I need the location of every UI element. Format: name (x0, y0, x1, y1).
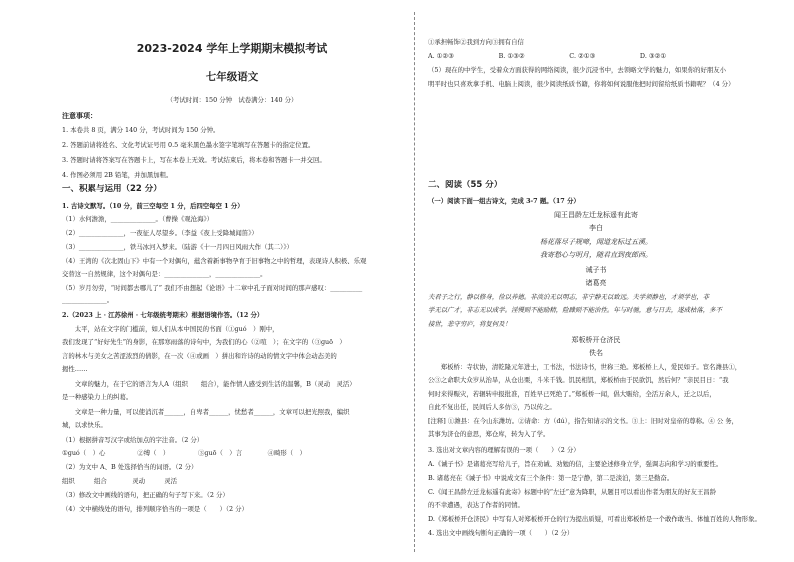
essay-line: 夫君子之行，静以修身，俭以养德。非淡泊无以明志，非宁静无以致远。夫学须静也，才须学也，非 (428, 293, 710, 301)
choice-items: ①承担畅饰②我到方向③拥有自信 (428, 38, 524, 46)
answer-option: B. 诸葛亮在《诫子书》中说成文有三个条件：第一是宁静，第二是淡泊，第三是勤奋。 (428, 474, 674, 482)
passage-line: 言的林木与美女之苦涩浓烈的倩影，在一次（④或画 ）拼出和许诗的动的情文字中体会动态美的 (62, 352, 337, 360)
prose-author: 佚名 (589, 349, 603, 357)
poem-author: 李白 (589, 224, 603, 232)
question-line: （5）现在的中学生，受着众方面获得的网络阅读，很少沉浸书中，去领略文学的魅力，如果你的好朋友小 (428, 66, 727, 74)
notice-line: 1. 本卷共 8 页，满分 140 分，考试时间为 150 分钟。 (62, 126, 220, 134)
sub-question: （4）文中横线处的语句，排列顺序恰当的一项是（ ）（2 分） (62, 505, 248, 513)
section-title: 一、积累与运用（22 分） (62, 184, 162, 194)
essay-author: 诸葛亮 (585, 279, 607, 287)
prose-line: 何时来得赈灾，若辗转申报批准，百姓早已死绝了。”郑板桥一闻，倡大赈给，全活万余人，迁之以后， (428, 390, 716, 398)
answer-options: A. ①②③ B. ①③② C. ②①③ D. ③②① (428, 52, 667, 60)
prose-note: 其事为济仓的意思，郑仓库，转为入了学。 (428, 430, 550, 438)
passage-line: 城，以求快乐。 (62, 421, 107, 429)
question-line: （1）水何澹澹，______________。（曹操《观沧海》） (62, 215, 214, 223)
question-title: 2.（2023 上 · 江苏徐州 · 七年级统考期末）根据语境作答。（12 分） (62, 311, 264, 319)
question-title: 1. 古诗文默写。（10 分，前三空每空 1 分，后四空每空 1 分） (62, 202, 244, 210)
poem-title: 闻王昌龄左迁龙标遥有此寄 (554, 211, 638, 219)
answer-option: A.《诫子书》是诸葛亮写给儿子，旨在劝诫、劝勉的信，主要论述修身立学，强调志向和学习的重要性。 (428, 460, 723, 468)
answer-option: C.《闻王昌龄左迁龙标遥有此寄》标题中的“左迁”意为降职，从题目可以看出作者为朋友的好友王昌龄 (428, 488, 717, 496)
essay-line: 接世，悲守穷庐，将复何及！ (428, 320, 512, 328)
exam-subtitle: 七年级语文 (205, 71, 259, 83)
sub-question: ①ɡuó（ ）心 ②缚（ ） ③ɡuō（ ）言 ④畸形（ ） (62, 449, 306, 457)
passage-line: 文章是一种力量，可以使消沉者______，自卑者______，忧愁者______，文章可以把光照我，编织 (62, 408, 350, 416)
answer-option: D.《郑板桥开仓济民》中写有人对郑板桥开仓的行为提出质疑，可看出郑板桥是一个敢作敢当、体恤百姓的人物形象。 (428, 515, 761, 523)
answer-option: 的不幸遭遇，表达了作者的同情。 (428, 501, 524, 509)
prose-title: 郑板桥开仓济民 (571, 336, 621, 344)
notice-line: 3. 答题时请将答案写在答题卡上，写在本卷上无效。考试结束后，将本卷和答题卡一并交回。 (62, 156, 326, 164)
prose-line: 公③之命职大众岁从治旱，从仓出栗，斗米千钱。饥民相饥，郑板桥由于民欲饥，然后何？”亲民目日：“我 (428, 376, 729, 384)
question-title: 4. 选出文中画线句断句正确的一项（ ）（2 分） (428, 529, 574, 537)
poem-line: 杨花落尽子规啼，闻道龙标过五溪。 (540, 238, 652, 246)
passage-line: 文章的魅力，在于它的语言为人A（组织 组合），能作情人感受到生活的温馨，B（灵动 灵活） (62, 380, 356, 388)
question-line: （4）王湾的《次北固山下》中有一个对偶句，蕴含着新事物孕育于旧事物之中的哲理，表现诗人积极、乐观 (62, 257, 367, 265)
notice-line: 2. 答题前请将姓名、文化考试证号用 0.5 毫米黑色墨水签字笔填写在答题卡的指定位置。 (62, 141, 315, 149)
passage-line: 是一种感染力上的纠葛。 (62, 393, 133, 401)
prose-line: 郑板桥：寺状协，清乾隆元年进士，工书法，书法诗书，世称三绝。郑板桥上人，爱民如子。宦名潍县①， (428, 363, 742, 371)
question-line: 明平时也只喜欢拿手机、电脑上阅读，很少阅读纸质书籍，你将如何说服他把时间留给纸质书籍呢？（4 分） (428, 80, 735, 88)
exam-title: 2023-2024 学年上学期期末模拟考试 (136, 42, 328, 55)
passage-line: 揭性…… (62, 365, 88, 373)
prose-line: 自此不复出任，民间后人多仿③，乃以传之。 (428, 403, 556, 411)
word-choices: 组织 组合 灵动 灵活 (62, 477, 178, 485)
notice-title: 注意事项： (62, 112, 97, 120)
sub-question: （3）修改文中画线的语句，把正确的句子写下来。（2 分） (62, 491, 229, 499)
question-line: （5）岁月勿劳，“时间都去哪儿了” 我们不由想起《论语》十二章中孔子面对时间的那声感叹：__________ (62, 284, 363, 292)
reading-title: （一）阅读下面一组古诗文，完成 3-7 题。（17 分） (428, 197, 580, 205)
notice-line: 4. 作图必须用 2B 铅笔，并加黑加粗。 (62, 171, 173, 179)
question-line: ______________。 (62, 296, 114, 304)
right-column (428, 0, 764, 562)
exam-info: （考试时间：150 分钟 试卷满分：140 分） (166, 96, 298, 104)
question-line: 交替这一自然规律，这个对偶句是：______________，______________。 (62, 270, 267, 278)
passage-line: 太平，站在文字的门槛前，如人们从本中国民的书面（①ɡuó ）刚中， (62, 325, 279, 333)
essay-title: 诫子书 (585, 266, 607, 274)
essay-line: 学无以广才，非志无以成学。淫慢则不能励精，险躁则不能治性。年与时驰，意与日去，遂成枯落，多不 (428, 306, 722, 314)
left-column (62, 0, 402, 562)
sub-question: （1）根据拼音写汉字或给加点的字注音。（2 分） (62, 436, 204, 444)
prose-note: [注释] ①潍县：在今山东潍坊。②请命：方（dú），指告知请示的文书。③上：旧时对皇帝的尊称。④ 公 务， (428, 417, 739, 425)
section-title: 二、阅读（55 分） (428, 180, 503, 190)
passage-line: 我们发现了“好好先生”的身影，在那寒雨落的诗句中，为我们的心（②喧 ）；在文字的（③ɡuō ） (62, 338, 346, 346)
column-divider (414, 12, 415, 552)
poem-line: 我寄愁心与明月，随君直到夜郎西。 (540, 251, 652, 259)
sub-question: （2）为文中 A、B 处选择恰当的词语。（2 分） (62, 463, 198, 471)
question-line: （3）______________，铁马冰河入梦来。（陆游《十一月四日风雨大作（其二）》） (62, 243, 293, 251)
question-line: （2）______________，一夜征人尽望乡。（李益《夜上受降城闻笛》） (62, 229, 258, 237)
question-title: 3. 选出对文章内容的理解有误的一项（ ）（2 分） (428, 446, 580, 454)
